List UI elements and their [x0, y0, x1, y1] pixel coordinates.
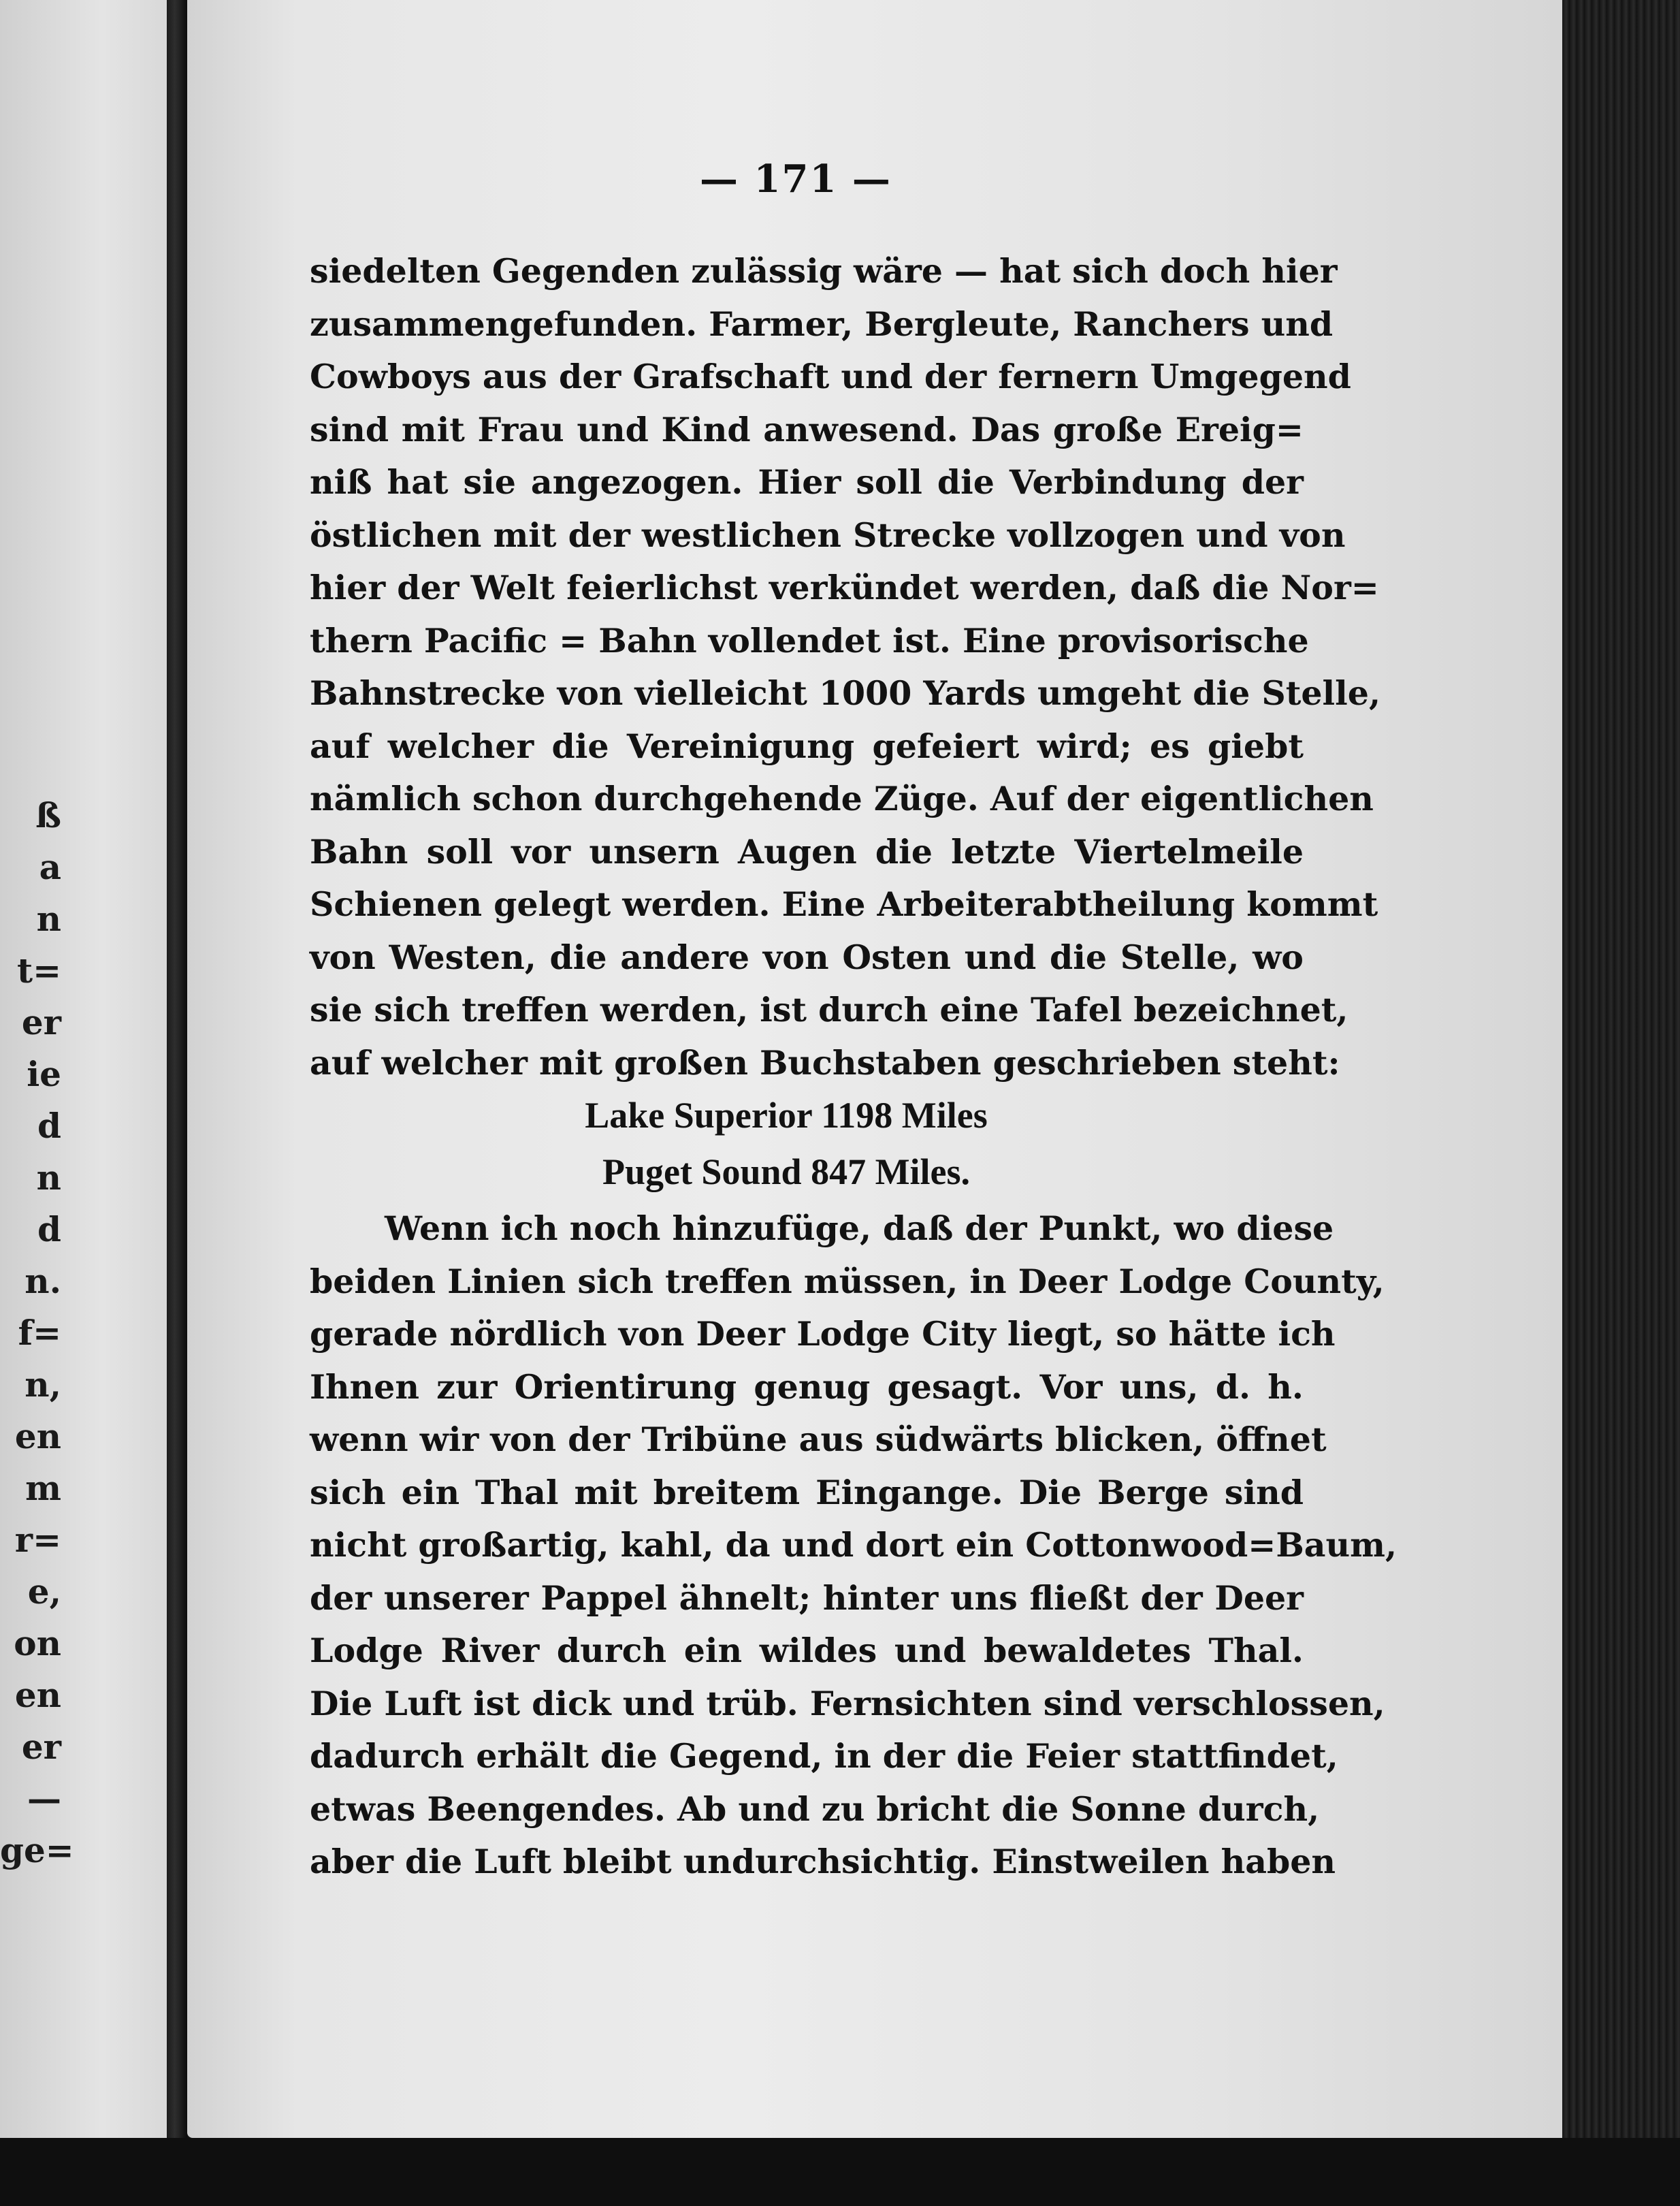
text-line: östlichen mit der westlichen Strecke vollzogen und von: [310, 515, 1346, 555]
left-page-fragment: n: [36, 899, 61, 939]
text-line: niß hat sie angezogen. Hier soll die Verbindung der: [310, 462, 1304, 502]
page-stack-edge: [1562, 0, 1680, 2206]
text-line: Lodge River durch ein wildes und bewaldetes Thal.: [310, 1631, 1304, 1670]
sign-inscription: [310, 1089, 1304, 1202]
left-page-fragment: —: [27, 1778, 61, 1819]
text-line: beiden Linien sich treffen müssen, in Deer Lodge County,: [310, 1261, 1385, 1301]
text-line: Bahn soll vor unsern Augen die letzte Viertelmeile: [310, 831, 1304, 872]
text-line: Ihnen zur Orientirung genug gesagt. Vor uns, d. h.: [310, 1366, 1304, 1407]
left-page-fragment: e,: [27, 1571, 61, 1612]
text-line: auf welcher mit großen Buchstaben geschrieben steht:: [310, 1042, 1340, 1083]
text-line: Lake Superior 1198 Miles: [585, 1095, 988, 1136]
text-line: der unserer Pappel ähnelt; hinter uns fließt der Deer: [310, 1578, 1304, 1618]
left-page-fragment: er: [21, 1002, 61, 1042]
text-line: sich ein Thal mit breitem Eingange. Die Berge sind: [310, 1472, 1304, 1512]
text-line: Cowboys aus der Grafschaft und der fernern Umgegend: [310, 357, 1351, 396]
left-page-fragment: er: [21, 1727, 61, 1767]
left-page-fragment: n.: [25, 1261, 61, 1301]
left-page-fragment: r=: [14, 1520, 61, 1560]
left-page-fragment: en: [14, 1675, 61, 1715]
text-line: siedelten Gegenden zulässig wäre — hat sich doch hier: [310, 251, 1338, 291]
left-page-fragment: d: [37, 1209, 61, 1249]
text-line: zusammengefunden. Farmer, Bergleute, Ranchers und: [310, 304, 1334, 344]
text-line: hier der Welt feierlichst verkündet werden, daß die Nor=: [310, 568, 1379, 607]
left-page-fragment: d: [37, 1106, 61, 1146]
bottom-shadow: [0, 2138, 1680, 2206]
text-line: thern Pacific = Bahn vollendet ist. Eine provisorische: [310, 620, 1309, 660]
paragraph-before-sign: [310, 245, 1381, 1089]
text-line: Schienen gelegt werden. Eine Arbeiterabtheilung kommt: [310, 884, 1378, 924]
text-line: etwas Beengendes. Ab und zu bricht die Sonne durch,: [310, 1789, 1320, 1829]
book-gutter: [167, 0, 187, 2206]
text-line: Puget Sound 847 Miles.: [602, 1151, 971, 1192]
paragraph-after-sign: [310, 1202, 1398, 1889]
text-line: Wenn ich noch hinzufüge, daß der Punkt, wo diese: [385, 1209, 1334, 1248]
text-line: aber die Luft bleibt undurchsichtig. Einstweilen haben: [310, 1842, 1336, 1881]
left-page-fragment: en: [14, 1416, 61, 1456]
left-page-fragment: ß: [35, 795, 61, 835]
text-line: dadurch erhält die Gegend, in der die Feier stattfindet,: [310, 1736, 1338, 1776]
left-page-fragment: ge=: [0, 1830, 74, 1870]
left-page-fragment: m: [25, 1468, 61, 1508]
body-text: [310, 245, 1398, 1889]
text-line: auf welcher die Vereinigung gefeiert wird; es giebt: [310, 726, 1304, 766]
text-line: sie sich treffen werden, ist durch eine Tafel bezeichnet,: [310, 990, 1348, 1029]
left-page-fragment: n,: [25, 1364, 61, 1405]
left-page-fragment: ie: [27, 1054, 61, 1094]
left-page-fragments: [0, 790, 74, 1876]
page-number: — 171 —: [700, 157, 892, 202]
left-page-fragment: a: [39, 847, 61, 887]
text-line: wenn wir von der Tribüne aus südwärts blicken, öffnet: [310, 1420, 1327, 1459]
left-page-fragment: on: [14, 1623, 61, 1663]
text-line: nämlich schon durchgehende Züge. Auf der eigentlichen: [310, 779, 1374, 818]
text-line: Die Luft ist dick und trüb. Fernsichten sind verschlossen,: [310, 1683, 1385, 1723]
text-line: Bahnstrecke von vielleicht 1000 Yards umgeht die Stelle,: [310, 673, 1381, 713]
left-page-fragment: t=: [17, 950, 61, 991]
text-line: von Westen, die andere von Osten und die Stelle, wo: [310, 937, 1304, 977]
left-page-fragment: n: [36, 1157, 61, 1198]
text-line: sind mit Frau und Kind anwesend. Das große Ereig=: [310, 409, 1304, 449]
left-page-edge: [0, 0, 170, 2206]
left-page-fragment: f=: [18, 1313, 61, 1353]
text-line: gerade nördlich von Deer Lodge City liegt, so hätte ich: [310, 1314, 1336, 1354]
text-line: nicht großartig, kahl, da und dort ein Cottonwood=Baum,: [310, 1525, 1398, 1565]
